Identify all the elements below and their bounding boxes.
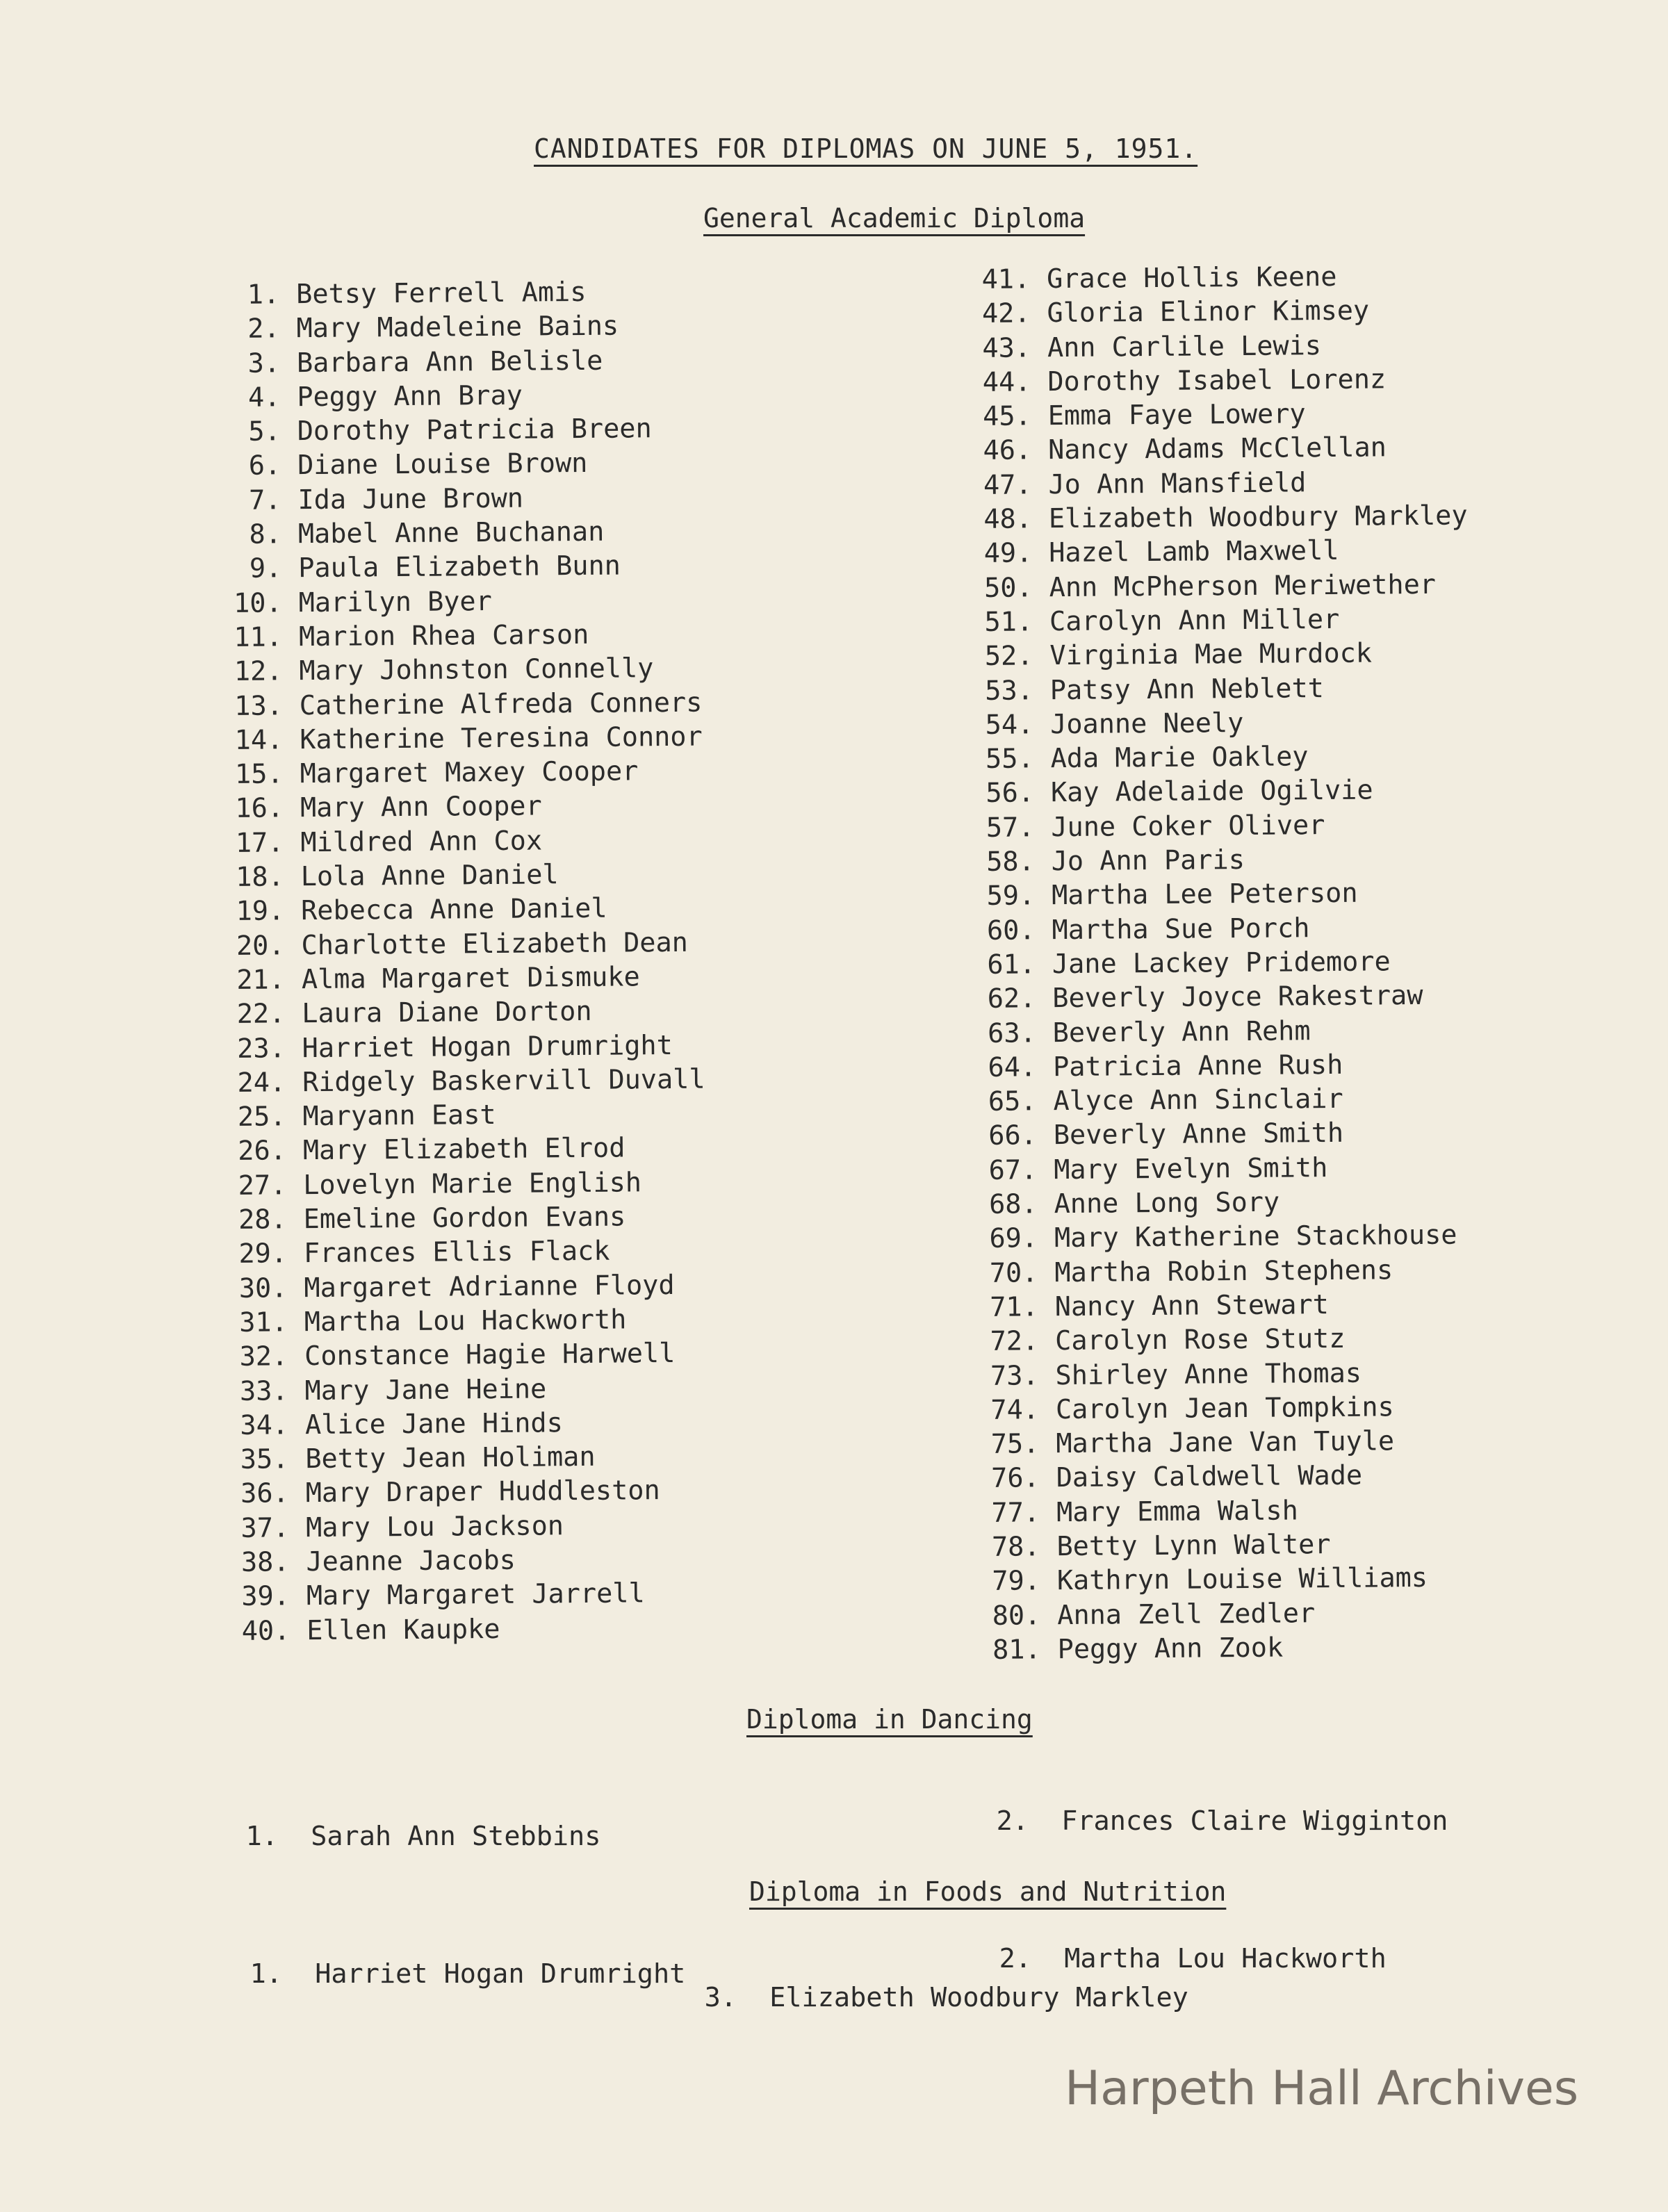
candidate-number: 72.: [990, 1325, 1039, 1358]
candidate-number: 51.: [984, 606, 1033, 638]
candidate-number: 4.: [247, 382, 281, 413]
candidate-entry: [976, 636, 1469, 674]
candidate-number: 20.: [236, 929, 285, 962]
candidate-entry: [224, 445, 701, 484]
candidate-number: 21.: [236, 964, 286, 996]
candidate-name: Joanne Neely: [1050, 707, 1244, 741]
candidate-entry: [983, 1492, 1475, 1530]
candidate-name: Mary Madeleine Bains: [296, 310, 619, 345]
candidate-entry: [231, 1439, 708, 1477]
candidate-entry: [229, 1165, 706, 1203]
candidate-name: Nancy Ann Stewart: [1054, 1288, 1330, 1323]
candidate-entry: [223, 343, 700, 381]
candidate-number: 18.: [236, 861, 284, 893]
candidate-name: Jo Ann Mansfield: [1048, 467, 1307, 500]
candidate-entry: [224, 548, 701, 587]
candidate-entry: [981, 1286, 1474, 1325]
candidate-entry: [232, 1507, 709, 1546]
candidate-entry: [983, 1561, 1476, 1599]
candidate-number: 6.: [248, 450, 281, 482]
candidate-entry: [226, 719, 703, 757]
candidate-number: 57.: [986, 812, 1035, 844]
foods-candidate-name: Martha Lou Hackworth: [1064, 1943, 1387, 1974]
candidate-number: 5.: [248, 416, 281, 448]
candidate-number: 8.: [249, 518, 282, 550]
candidate-name: Patsy Ann Neblett: [1049, 672, 1325, 706]
candidate-number: 40.: [241, 1614, 291, 1647]
candidate-name: Betsy Ferrell Amis: [296, 276, 587, 311]
candidate-number: 17.: [235, 827, 284, 859]
candidate-name: Beverly Anne Smith: [1053, 1117, 1344, 1152]
candidate-entry: [974, 327, 1466, 366]
candidate-name: Mary Margaret Jarrell: [306, 1578, 645, 1612]
candidate-name: Nancy Adams McClellan: [1047, 432, 1387, 466]
candidate-name: Patricia Anne Rush: [1052, 1049, 1343, 1083]
candidate-name: Mary Lou Jackson: [305, 1509, 564, 1543]
candidate-name: Peggy Ann Zook: [1057, 1632, 1284, 1665]
candidate-entry: [232, 1542, 709, 1580]
candidate-name: Mary Evelyn Smith: [1054, 1152, 1328, 1186]
candidate-name: Dorothy Isabel Lorenz: [1047, 363, 1387, 398]
candidate-number: 19.: [236, 895, 285, 928]
candidate-entry: [223, 377, 700, 416]
candidate-number: 24.: [237, 1067, 286, 1099]
candidate-number: 32.: [239, 1341, 288, 1373]
candidate-number: 73.: [990, 1359, 1039, 1392]
candidate-number: 34.: [240, 1409, 289, 1441]
candidate-name: Shirley Anne Thomas: [1055, 1357, 1362, 1391]
candidate-name: Mary Elizabeth Elrod: [302, 1132, 626, 1167]
candidate-entry: [974, 464, 1467, 502]
candidate-entry: [978, 841, 1471, 879]
candidate-entry: [983, 1595, 1476, 1633]
dancing-candidate: [236, 1821, 600, 1852]
candidate-entry: [981, 1252, 1473, 1291]
candidate-name: Lola Anne Daniel: [300, 859, 559, 893]
candidate-name: Virginia Mae Murdock: [1049, 637, 1373, 672]
foods-candidate-number: 3.: [704, 1982, 737, 2013]
candidate-entry: [976, 601, 1469, 639]
candidate-number: 13.: [234, 689, 284, 722]
candidate-entry: [976, 670, 1469, 708]
candidate-name: Laura Diane Dorton: [302, 996, 592, 1030]
candidate-entry: [980, 1183, 1473, 1222]
candidate-entry: [973, 293, 1466, 331]
candidate-name: Anna Zell Zedler: [1057, 1597, 1316, 1631]
candidate-number: 22.: [236, 998, 286, 1031]
candidate-number: 46.: [983, 434, 1032, 467]
candidate-name: Mabel Anne Buchanan: [297, 516, 605, 550]
foods-candidate-name: Elizabeth Woodbury Markley: [769, 1982, 1188, 2013]
candidate-number: 49.: [983, 537, 1033, 570]
candidate-number: 29.: [238, 1238, 288, 1270]
candidate-name: Kathryn Louise Williams: [1056, 1562, 1428, 1597]
candidate-number: 10.: [233, 587, 282, 619]
candidates-column-right: [973, 259, 1477, 1667]
candidate-name: Emma Faye Lowery: [1047, 398, 1306, 432]
candidate-number: 75.: [990, 1428, 1040, 1460]
general-academic-heading: General Academic Diploma: [703, 203, 1086, 234]
candidate-name: Ada Marie Oakley: [1050, 741, 1309, 775]
candidate-entry: [233, 1610, 710, 1648]
candidate-name: Alma Margaret Dismuke: [301, 961, 640, 996]
candidate-entry: [232, 1473, 709, 1511]
candidate-entry: [227, 788, 703, 826]
candidate-entry: [229, 1199, 706, 1238]
candidate-entry: [979, 978, 1471, 1017]
dancing-candidate-number: 2.: [996, 1805, 1029, 1837]
candidate-name: Betty Lynn Walter: [1056, 1529, 1331, 1563]
candidate-number: 56.: [986, 777, 1035, 810]
candidate-number: 55.: [985, 743, 1034, 776]
candidate-name: Frances Ellis Flack: [303, 1235, 610, 1270]
candidate-entry: [225, 651, 702, 689]
candidate-entry: [231, 1404, 708, 1443]
candidate-name: Katherine Teresina Connor: [300, 721, 703, 756]
candidate-entry: [228, 994, 705, 1032]
candidate-name: Martha Sue Porch: [1052, 912, 1310, 946]
candidate-entry: [974, 430, 1467, 468]
candidate-number: 27.: [238, 1170, 287, 1202]
candidate-name: Hazel Lamb Maxwell: [1049, 535, 1339, 569]
candidate-name: Maryann East: [302, 1099, 496, 1133]
candidate-entry: [230, 1268, 707, 1306]
candidate-name: Catherine Alfreda Conners: [299, 687, 703, 721]
candidate-number: 28.: [238, 1204, 287, 1236]
candidate-entry: [222, 309, 699, 347]
candidate-entry: [979, 1047, 1472, 1085]
candidate-name: Ida June Brown: [297, 482, 524, 516]
candidate-number: 47.: [983, 469, 1032, 501]
candidate-entry: [981, 1321, 1474, 1359]
candidate-entry: [977, 807, 1470, 845]
candidate-name: Lovelyn Marie English: [303, 1167, 642, 1201]
candidate-number: 67.: [988, 1154, 1038, 1186]
dancing-candidate-number: 1.: [245, 1821, 278, 1852]
candidate-number: 54.: [985, 709, 1034, 741]
candidate-entry: [226, 685, 703, 723]
candidate-entry: [226, 754, 703, 792]
candidate-entry: [973, 259, 1466, 297]
candidate-number: 69.: [989, 1222, 1038, 1255]
candidate-entry: [224, 411, 701, 450]
candidate-number: 11.: [234, 621, 283, 653]
candidate-name: Margaret Maxey Cooper: [300, 755, 639, 790]
candidate-number: 71.: [990, 1291, 1038, 1323]
candidate-name: Betty Jean Holiman: [305, 1441, 596, 1475]
candidate-number: 26.: [238, 1135, 287, 1168]
candidate-number: 9.: [249, 552, 282, 585]
candidate-number: 3.: [247, 347, 281, 379]
foods-candidate-name: Harriet Hogan Drumright: [315, 1958, 686, 1990]
candidate-number: 58.: [986, 846, 1035, 878]
candidate-name: Margaret Adrianne Floyd: [304, 1269, 675, 1304]
candidate-name: Jo Ann Paris: [1051, 844, 1245, 878]
candidate-number: 68.: [988, 1188, 1038, 1220]
candidate-name: Mary Draper Huddleston: [305, 1475, 660, 1509]
foods-candidate-number: 2.: [999, 1943, 1031, 1974]
candidate-entry: [222, 275, 699, 313]
foods-candidate: [240, 1958, 685, 1990]
candidate-number: 12.: [234, 655, 283, 688]
candidate-entry: [229, 1097, 705, 1135]
candidate-number: 60.: [986, 914, 1036, 947]
candidate-name: Alyce Ann Sinclair: [1053, 1083, 1343, 1117]
candidate-number: 77.: [991, 1496, 1040, 1529]
candidate-name: Barbara Ann Belisle: [296, 345, 603, 379]
candidate-number: 41.: [981, 263, 1031, 295]
candidate-name: Constance Hagie Harwell: [304, 1338, 676, 1373]
candidate-entry: [233, 1576, 710, 1614]
candidate-number: 53.: [985, 674, 1034, 707]
candidate-entry: [227, 822, 703, 860]
candidate-entry: [979, 1081, 1472, 1120]
candidate-name: Beverly Joyce Rakestraw: [1052, 980, 1423, 1015]
candidate-name: Emeline Gordon Evans: [303, 1201, 626, 1236]
candidate-entry: [231, 1336, 708, 1375]
candidate-name: Mary Katherine Stackhouse: [1054, 1219, 1457, 1254]
candidate-number: 31.: [239, 1306, 288, 1338]
candidate-number: 1.: [247, 279, 280, 311]
candidate-name: Marion Rhea Carson: [298, 618, 589, 653]
candidate-name: Martha Jane Van Tuyle: [1056, 1425, 1395, 1460]
candidate-number: 63.: [987, 1017, 1036, 1049]
dancing-candidate-name: Frances Claire Wigginton: [1061, 1805, 1448, 1837]
candidate-entry: [975, 567, 1468, 605]
candidate-entry: [224, 514, 701, 552]
candidate-number: 7.: [248, 484, 281, 516]
candidate-number: 23.: [236, 1032, 286, 1065]
archive-watermark: Harpeth Hall Archives: [1065, 2061, 1579, 2116]
candidates-column-left: [222, 275, 710, 1648]
candidate-number: 33.: [239, 1375, 288, 1407]
candidate-entry: [982, 1389, 1475, 1427]
dancing-heading: Diploma in Dancing: [746, 1704, 1033, 1735]
candidate-number: 66.: [988, 1120, 1038, 1152]
candidate-entry: [225, 617, 702, 655]
candidate-number: 36.: [240, 1477, 289, 1510]
candidate-name: Marilyn Byer: [298, 585, 492, 618]
candidate-name: Ann Carlile Lewis: [1047, 329, 1322, 363]
candidate-number: 64.: [988, 1051, 1037, 1083]
foods-candidate: [990, 1943, 1387, 1974]
candidate-number: 81.: [992, 1634, 1041, 1666]
candidate-entry: [230, 1234, 707, 1272]
candidate-number: 80.: [992, 1599, 1041, 1632]
candidate-number: 44.: [982, 366, 1031, 398]
candidate-entry: [231, 1370, 708, 1409]
candidate-name: Jane Lackey Pridemore: [1052, 946, 1391, 981]
candidate-entry: [229, 1131, 706, 1169]
candidate-number: 35.: [240, 1443, 289, 1475]
candidate-name: Alice Jane Hinds: [304, 1407, 564, 1441]
candidate-name: Mary Emma Walsh: [1056, 1495, 1298, 1528]
candidate-entry: [224, 582, 701, 621]
candidate-name: Mary Jane Heine: [304, 1373, 547, 1407]
candidate-name: June Coker Oliver: [1051, 809, 1325, 843]
candidate-number: 70.: [989, 1256, 1038, 1289]
foods-nutrition-heading: Diploma in Foods and Nutrition: [749, 1876, 1227, 1907]
candidate-entry: [224, 480, 701, 518]
candidate-name: Gloria Elinor Kimsey: [1047, 295, 1370, 329]
candidate-name: Carolyn Jean Tompkins: [1055, 1391, 1394, 1425]
candidate-number: 78.: [991, 1531, 1040, 1563]
candidate-entry: [980, 1115, 1473, 1154]
candidate-name: Elizabeth Woodbury Markley: [1048, 500, 1468, 535]
dancing-candidate-name: Sarah Ann Stebbins: [311, 1821, 601, 1852]
candidate-name: Ann McPherson Meriwether: [1049, 568, 1437, 603]
candidate-name: Daisy Caldwell Wade: [1056, 1460, 1363, 1494]
candidate-entry: [978, 910, 1471, 948]
candidate-entry: [974, 361, 1466, 400]
candidate-entry: [981, 1355, 1474, 1393]
candidate-name: Kay Adelaide Ogilvie: [1050, 774, 1373, 809]
candidate-entry: [979, 944, 1471, 982]
candidate-entry: [977, 773, 1470, 811]
candidate-number: 50.: [983, 572, 1033, 604]
candidate-name: Anne Long Sory: [1054, 1186, 1280, 1220]
candidate-name: Dorothy Patricia Breen: [297, 413, 652, 448]
candidate-name: Mary Ann Cooper: [300, 790, 542, 824]
candidate-name: Paula Elizabeth Bunn: [298, 550, 621, 584]
candidate-number: 15.: [234, 758, 284, 791]
candidate-number: 74.: [990, 1394, 1040, 1426]
foods-candidate-number: 1.: [250, 1958, 282, 1990]
candidate-number: 14.: [234, 724, 284, 756]
candidate-entry: [231, 1302, 708, 1340]
candidate-entry: [981, 1218, 1473, 1256]
candidate-name: Charlotte Elizabeth Dean: [301, 926, 689, 961]
candidate-name: Martha Lou Hackworth: [304, 1304, 627, 1338]
candidate-number: 30.: [238, 1272, 288, 1304]
candidate-entry: [975, 499, 1468, 537]
candidate-name: Carolyn Ann Miller: [1049, 603, 1340, 638]
candidate-number: 52.: [984, 640, 1033, 673]
candidate-name: Carolyn Rose Stutz: [1055, 1323, 1346, 1357]
candidate-name: Rebecca Anne Daniel: [300, 893, 607, 927]
candidate-name: Diane Louise Brown: [297, 448, 588, 482]
candidate-name: Ridgely Baskervill Duvall: [302, 1063, 705, 1098]
candidate-name: Harriet Hogan Drumright: [302, 1029, 673, 1064]
candidate-entry: [975, 533, 1468, 571]
candidate-number: 2.: [247, 313, 280, 345]
candidate-entry: [978, 876, 1471, 914]
candidate-entry: [979, 1013, 1472, 1051]
candidate-number: 45.: [983, 400, 1031, 433]
candidate-entry: [227, 925, 704, 963]
candidate-number: 42.: [981, 297, 1031, 330]
candidate-number: 48.: [983, 503, 1033, 535]
candidate-number: 39.: [241, 1580, 291, 1613]
candidate-number: 61.: [987, 949, 1036, 981]
candidate-name: Jeanne Jacobs: [306, 1544, 516, 1578]
candidate-entry: [983, 1458, 1475, 1496]
candidate-number: 16.: [235, 792, 284, 825]
candidate-entry: [980, 1149, 1473, 1188]
candidate-number: 65.: [988, 1085, 1037, 1117]
candidate-name: Mary Johnston Connelly: [299, 653, 654, 687]
candidate-name: Ellen Kaupke: [306, 1613, 500, 1646]
dancing-candidate: [987, 1805, 1448, 1837]
candidate-number: 59.: [986, 880, 1036, 912]
candidate-entry: [229, 1062, 705, 1100]
candidate-entry: [228, 960, 705, 998]
candidate-name: Grace Hollis Keene: [1047, 261, 1337, 295]
candidate-entry: [974, 396, 1467, 434]
candidate-number: 25.: [237, 1101, 286, 1133]
candidate-entry: [976, 739, 1469, 777]
candidate-entry: [976, 704, 1469, 742]
candidate-number: 79.: [992, 1565, 1041, 1598]
candidate-number: 38.: [240, 1546, 290, 1578]
foods-candidate: [695, 1982, 1188, 2013]
candidate-name: Beverly Ann Rehm: [1052, 1015, 1311, 1049]
candidate-number: 43.: [982, 331, 1031, 364]
candidate-entry: [983, 1629, 1476, 1667]
candidate-entry: [229, 1028, 705, 1066]
page-title: CANDIDATES FOR DIPLOMAS ON JUNE 5, 1951.: [534, 133, 1198, 164]
candidate-name: Martha Lee Peterson: [1051, 878, 1358, 912]
candidate-entry: [982, 1423, 1475, 1461]
candidate-entry: [983, 1526, 1475, 1564]
candidate-name: Peggy Ann Bray: [297, 379, 523, 413]
candidate-name: Martha Robin Stephens: [1054, 1254, 1393, 1288]
candidate-name: Mildred Ann Cox: [300, 825, 543, 858]
candidate-number: 62.: [987, 983, 1036, 1015]
candidate-number: 37.: [240, 1511, 290, 1544]
candidate-number: 76.: [991, 1462, 1040, 1495]
candidate-entry: [227, 891, 704, 929]
candidate-entry: [227, 857, 704, 895]
